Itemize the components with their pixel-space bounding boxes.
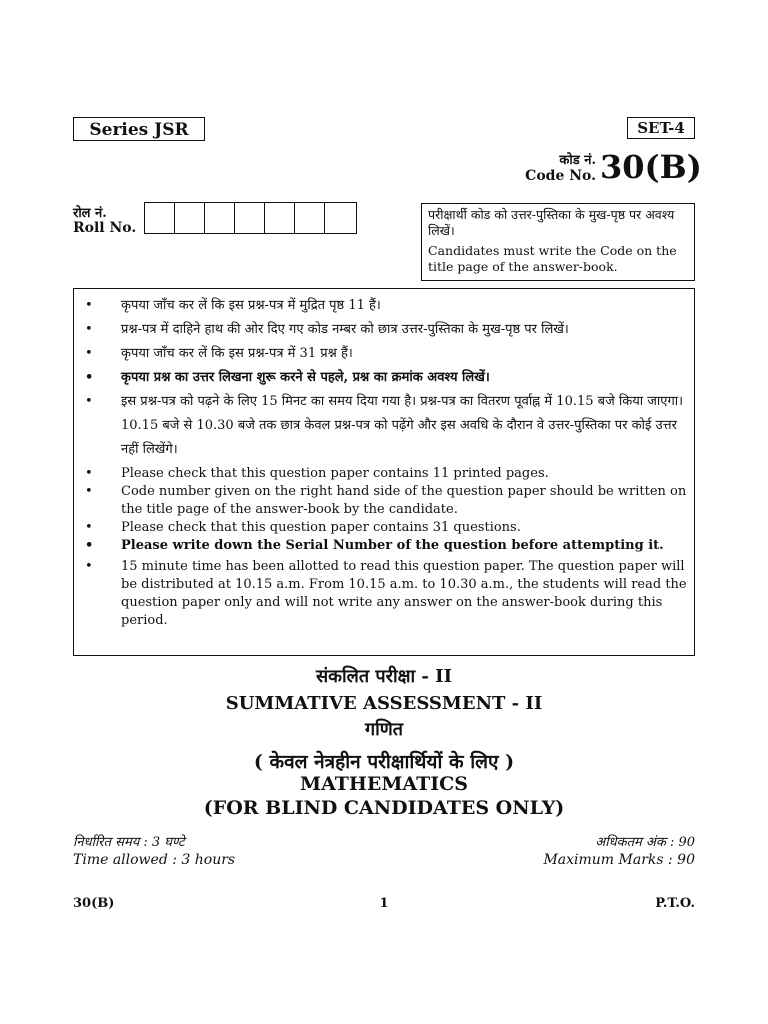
roll-label-english: Roll No. xyxy=(73,220,137,236)
candidates-note-hindi: ( केवल नेत्रहीन परीक्षार्थियों के लिए ) xyxy=(253,751,515,773)
series-label: Series JSR xyxy=(73,117,205,141)
roll-box[interactable] xyxy=(235,203,265,233)
set-label: SET-4 xyxy=(627,117,695,139)
code-note-hindi: परीक्षार्थी कोड को उत्तर-पुस्तिका के मुख-पृष्ठ पर अवश्य लिखें। xyxy=(428,207,675,238)
instructions-box xyxy=(73,288,695,656)
instruction-item: • प्रश्न-पत्र में दाहिने हाथ की ओर दिए गए कोड नम्बर को छात्र उत्तर-पुस्तिका के मुख-पृष्ठ पर लिखें। xyxy=(85,322,569,337)
max-marks-english: Maximum Marks : 90 xyxy=(543,852,695,868)
code-label-english: Code No. xyxy=(525,168,596,184)
roll-label-hindi: रोल नं. xyxy=(73,206,107,221)
instruction-item: • इस प्रश्न-पत्र को पढ़ने के लिए 15 मिनट का समय दिया गया है। प्रश्न-पत्र का वितरण पूर्वाह्न में 10.15 बजे किया जाएगा। 10.15 बजे से 10.30 बजे तक छात्र केवल प्रश्न-पत्र को पढ़ेंगे और इस अवधि के दौरान वे उत्तर-पुस्तिका पर कोई उत्तर नहीं लिखेंगे। xyxy=(85,394,684,457)
exam-title-hindi: संकलित परीक्षा - II xyxy=(315,666,453,687)
footer-code: 30(B) xyxy=(73,896,115,911)
subject-hindi: गणित xyxy=(364,719,404,740)
subject-english: MATHEMATICS xyxy=(300,773,468,795)
roll-box[interactable] xyxy=(145,203,175,233)
time-allowed-hindi: निर्धारित समय : 3 घण्टे xyxy=(73,835,185,850)
code-number: 30(B) xyxy=(600,148,702,186)
code-note-box xyxy=(421,203,695,281)
instruction-item: • कृपया जाँच कर लें कि इस प्रश्न-पत्र में 31 प्रश्न हैं। xyxy=(85,346,353,361)
roll-box[interactable] xyxy=(325,203,356,233)
instruction-item: • Please check that this question paper contains 31 questions. xyxy=(85,520,521,535)
roll-box[interactable] xyxy=(295,203,325,233)
pto-label: P.T.O. xyxy=(655,896,695,911)
roll-box[interactable] xyxy=(205,203,235,233)
instruction-item: • Please check that this question paper contains 11 printed pages. xyxy=(85,466,549,481)
exam-title-english: SUMMATIVE ASSESSMENT - II xyxy=(225,693,543,714)
instruction-item: • 15 minute time has been allotted to read this question paper. The question paper will be distributed at 10.15 a.m. From 10.15 a.m. to 10.30 a.m., the students will read the question paper only and will not write any answer on the answer-book during this period. xyxy=(85,559,687,628)
roll-box[interactable] xyxy=(175,203,205,233)
instruction-item: • Code number given on the right hand side of the question paper should be written on the title page of the answer-book by the candidate. xyxy=(85,484,687,517)
code-label-hindi: कोड नं. xyxy=(559,153,596,168)
candidates-note-english: (FOR BLIND CANDIDATES ONLY) xyxy=(203,797,565,819)
code-note-english: Candidates must write the Code on the title page of the answer-book. xyxy=(428,243,677,274)
max-marks-hindi: अधिकतम अंक : 90 xyxy=(595,835,695,850)
instruction-item: • Please write down the Serial Number of the question before attempting it. xyxy=(85,538,664,553)
instruction-item: • कृपया प्रश्न का उत्तर लिखना शुरू करने से पहले, प्रश्न का क्रमांक अवश्य लिखें। xyxy=(85,370,490,385)
roll-box[interactable] xyxy=(265,203,295,233)
instruction-item: • कृपया जाँच कर लें कि इस प्रश्न-पत्र में मुद्रित पृष्ठ 11 हैं। xyxy=(85,298,381,313)
time-allowed-english: Time allowed : 3 hours xyxy=(73,852,236,868)
page-number: 1 xyxy=(379,896,389,911)
roll-number-boxes[interactable] xyxy=(144,202,357,234)
